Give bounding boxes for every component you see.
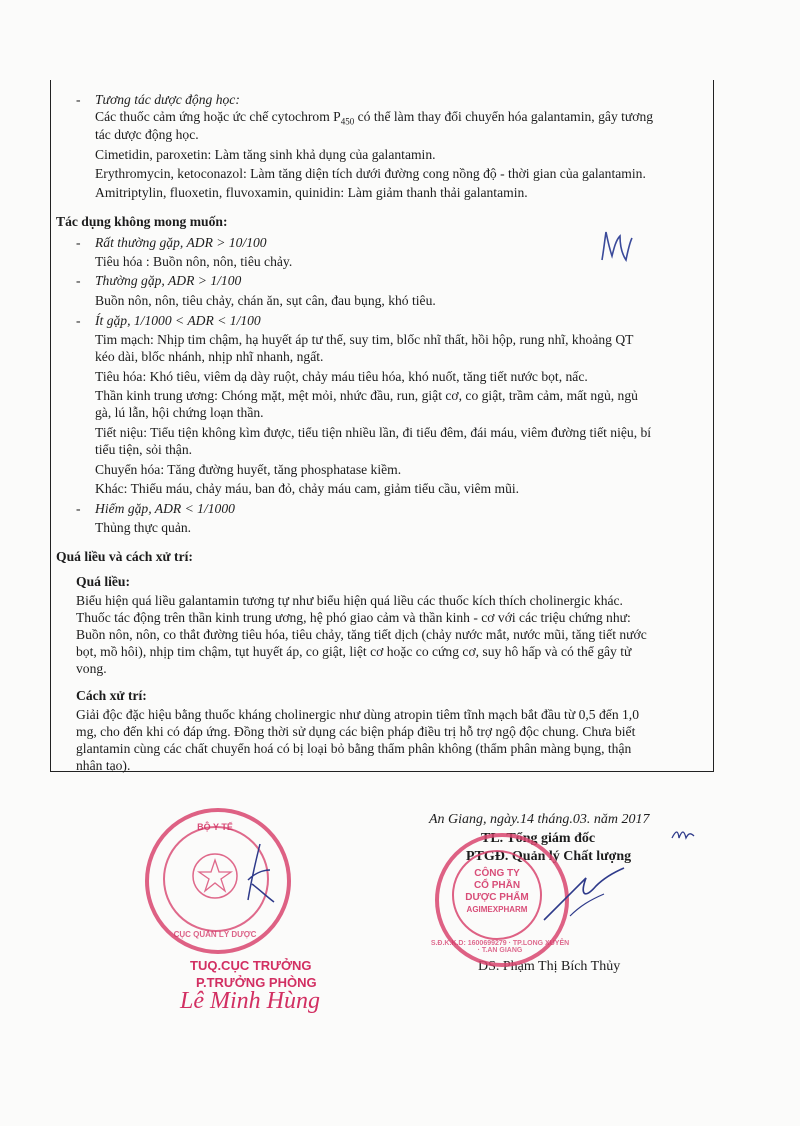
od-treat-4: nhân tạo). [76,758,131,773]
signer-title-1: TL. Tổng giám đốc [481,831,596,846]
od-treat-3: glantamin cùng các chất chuyển hoá có bị loại bỏ bằng thẩm phân không (thẩm phân màng bụng, thận [76,741,632,756]
ae-cns-1: Thần kinh trung ương: Chóng mặt, mệt mỏi, nhức đầu, run, giật cơ, co giật, trầm cảm, mất ngủ, ngủ [95,388,638,403]
pk-text-3: Erythromycin, ketoconazol: Làm tăng diện tích dưới đường cong nồng độ - thời gian của galantamin. [95,166,646,181]
stamp-left-ring-text: CỤC QUẢN LÝ DƯỢC [173,930,257,939]
od-text-1: Biểu hiện quá liều galantamin tương tự như biểu hiện quá liều các thuốc kích thích cholinergic khác. [76,593,623,608]
pk-title: Tương tác dược động học: [95,92,240,107]
ae-rare-title: Hiếm gặp, ADR < 1/1000 [95,501,235,516]
ae-very-common-title: Rất thường gặp, ADR > 10/100 [95,235,267,250]
list-dash: - [76,235,81,250]
ae-common-title: Thường gặp, ADR > 1/100 [95,273,242,288]
ae-cns-2: gà, lú lẫn, hội chứng loạn thần. [95,405,264,420]
list-dash: - [76,501,81,516]
od-text-5: vong. [76,661,107,676]
director-signature-icon [540,860,630,930]
stamp-right-text: CÔNG TY CỔ PHẦN DƯỢC PHẨM AGIMEXPHARM [465,868,529,914]
pk-text-2: Cimetidin, paroxetin: Làm tăng sinh khả dụng của galantamin. [95,147,436,162]
od-heading: Quá liều và cách xử trí: [56,549,193,564]
list-dash: - [76,92,81,107]
od-text-2: Thuốc tác động trên thần kinh trung ương, hệ phó giao cảm và thần kinh - cơ với các triệu chứng như: [76,610,631,625]
place-date: An Giang, ngày.14 tháng.03. năm 2017 [429,812,650,827]
ae-uro-1: Tiết niệu: Tiểu tiện không kìm được, tiểu tiện nhiều lần, đi tiểu đêm, đái máu, viêm đường tiết niệu, bí [95,425,652,440]
left-signer-name: Lê Minh Hùng [180,988,320,1014]
list-dash: - [76,273,81,288]
ae-rare-text: Thủng thực quản. [95,520,192,535]
ae-very-common-text: Tiêu hóa : Buồn nôn, nôn, tiêu chảy. [95,254,293,269]
initial-signature-icon [596,226,636,268]
left-title-1: TUQ.CỤC TRƯỞNG [190,958,312,973]
ae-uro-2: tiểu tiện, sỏi thận. [95,442,193,457]
list-dash: - [76,313,81,328]
pk-text-1b: tác dược động học. [95,127,199,142]
ae-meta: Chuyển hóa: Tăng đường huyết, tăng phosphatase kiềm. [95,462,402,477]
ae-heading: Tác dụng không mong muốn: [56,214,228,229]
od-text-4: bọt, mồ hôi), nhịp tim chậm, tụt huyết áp, co giật, liệt cơ hoặc co cứng cơ, suy hô hấp và có thể gây tử [76,644,632,659]
ae-common-text: Buồn nôn, nôn, tiêu chảy, chán ăn, sụt cân, đau bụng, khó tiêu. [95,293,436,308]
pk-text-1: Các thuốc cảm ứng hoặc ức chế cytochrom $P_{450}$ có thể làm thay đổi chuyển hóa galantamin, gây tương [95,109,654,127]
ae-cardio-2: kéo dài, blốc nhánh, nhịp nhĩ nhanh, ngất. [95,349,324,364]
ae-gi: Tiêu hóa: Khó tiêu, viêm dạ dày ruột, chảy máu tiêu hóa, khó nuốt, tăng tiết nước bọt, nấc. [95,369,588,384]
od-treat-2: mg, cho đến khi có đáp ứng. Đồng thời sử dụng các biện pháp điều trị hỗ trợ ngộ độc chung. Chưa biết [76,724,636,739]
ae-uncommon-title: Ít gặp, 1/1000 < ADR < 1/100 [95,313,261,328]
stamp-right-ring-text: S.Đ.K.K.D: 1600699279 · TP.LONG XUYÊN · T.AN GIANG [430,940,570,954]
officer-signature-icon [230,840,280,910]
ae-other: Khác: Thiếu máu, chảy máu, ban đỏ, chảy máu cam, giảm tiểu cầu, viêm mũi. [95,481,520,496]
od-sub-treatment: Cách xử trí: [76,688,147,703]
signer-title-2: PTGĐ. Quản lý Chất lượng [466,849,632,864]
pk-text-4: Amitriptylin, fluoxetin, fluvoxamin, quinidin: Làm giảm thanh thải galantamin. [95,185,528,200]
od-treat-1: Giải độc đặc hiệu bằng thuốc kháng cholinergic như dùng atropin tiêm tĩnh mạch bắt đầu từ 0,5 đến 1,0 [76,707,640,722]
signer-name: DS. Phạm Thị Bích Thủy [478,959,621,974]
od-sub-overdose: Quá liều: [76,574,131,589]
ae-cardio-1: Tim mạch: Nhịp tim chậm, hạ huyết áp tư thế, suy tim, blốc nhĩ thất, hồi hộp, rung nhĩ, khoảng QT [95,332,634,347]
od-text-3: Buồn nôn, nôn, co thắt đường tiêu hóa, tiêu chảy, tăng tiết dịch (chảy nước mắt, nước mũi, tăng tiết nước [76,627,647,642]
stamp-left-top-text: BỘ Y TẾ [197,822,233,832]
left-title-2: P.TRƯỞNG PHÒNG [196,975,317,990]
small-mark-icon [670,826,696,844]
